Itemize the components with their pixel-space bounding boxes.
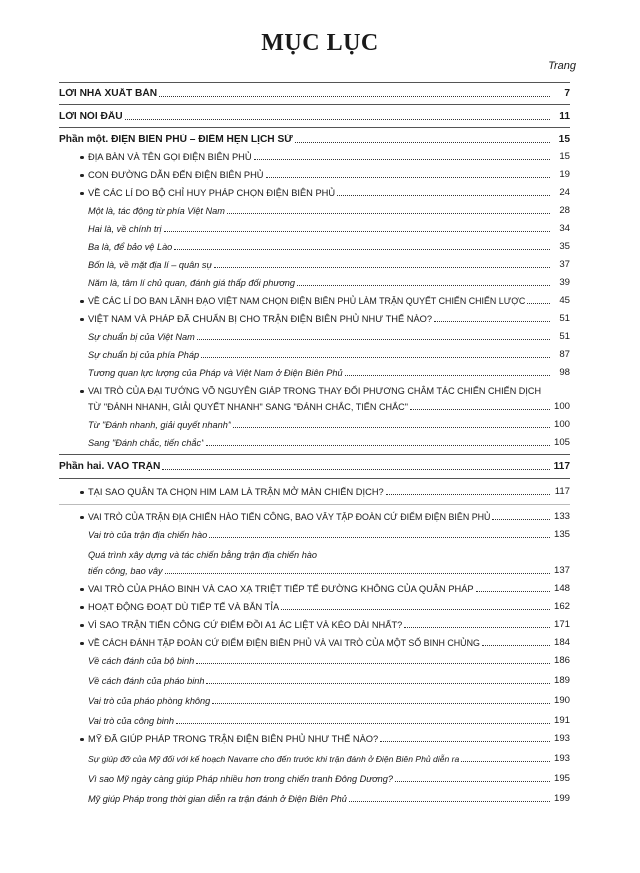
toc-subentry[interactable]: Hai là, về chính trị 34 — [88, 223, 570, 234]
toc-subentry[interactable]: Bốn là, về mặt địa lí – quân sự 37 — [88, 259, 570, 270]
toc-subentry[interactable]: Quá trình xây dựng và tác chiến bằng trận địa chiến hào — [88, 550, 318, 560]
toc-entry[interactable]: MỸ ĐÃ GIÚP PHÁP TRONG TRẬN ĐIỆN BIÊN PHỦ NHƯ THẾ NÀO? 193 — [59, 733, 570, 745]
toc-entry[interactable]: CON ĐƯỜNG DẪN ĐẾN ĐIỆN BIÊN PHỦ 19 — [59, 169, 570, 181]
toc-subentry[interactable]: Mỹ giúp Pháp trong thời gian diễn ra trận đánh ở Điện Biên Phủ 199 — [88, 793, 570, 804]
bullet-icon — [80, 642, 84, 646]
toc-entry-foreword[interactable]: LỜI NÓI ĐẦU 11 — [59, 111, 570, 122]
toc-entry-continued[interactable]: TỪ "ĐÁNH NHANH, GIẢI QUYẾT NHANH" SANG "ĐÁNH CHẮC, TIẾN CHẮC" 100 — [88, 401, 570, 412]
bullet-icon — [80, 624, 84, 628]
toc-entry-part-one[interactable]: Phần một. ĐIỆN BIÊN PHỦ – ĐIỂM HẸN LỊCH SỬ 15 — [59, 134, 570, 145]
toc-subentry[interactable]: Vì sao Mỹ ngày càng giúp Pháp nhiều hơn trong chiến tranh Đông Dương? 195 — [88, 773, 570, 784]
toc-entry[interactable]: VỀ CÁC LÍ DO BỘ CHỈ HUY PHÁP CHỌN ĐIỆN BIÊN PHỦ 24 — [59, 187, 570, 199]
bullet-icon — [80, 606, 84, 610]
toc-entry-part-two[interactable]: Phần hai. VÀO TRẬN 117 — [59, 461, 570, 472]
bullet-icon — [80, 390, 84, 394]
toc-subentry[interactable]: Sự chuẩn bị của Việt Nam 51 — [88, 331, 570, 342]
toc-subentry[interactable]: Tương quan lực lượng của Pháp và Việt Nam ở Điện Biên Phủ 98 — [88, 367, 570, 378]
toc-subentry[interactable]: Vai trò của trận địa chiến hào 135 — [88, 529, 570, 540]
bullet-icon — [80, 318, 84, 322]
toc-subentry[interactable]: Sự chuẩn bị của phía Pháp 87 — [88, 349, 570, 360]
toc-entry[interactable]: VAI TRÒ CỦA TRẬN ĐỊA CHIẾN HÀO TIẾN CÔNG, BAO VÂY TẬP ĐOÀN CỨ ĐIỂM ĐIỆN BIÊN PHỦ 133 — [59, 511, 570, 523]
toc-subentry[interactable]: Một là, tác động từ phía Việt Nam 28 — [88, 205, 570, 216]
bullet-icon — [80, 156, 84, 160]
toc-subentry[interactable]: Vai trò của công binh 191 — [88, 715, 570, 726]
toc-entry[interactable]: VAI TRÒ CỦA ĐẠI TƯỚNG VÕ NGUYÊN GIÁP TRONG THAY ĐỔI PHƯƠNG CHÂM TÁC CHIẾN CHIẾN DỊCH — [59, 385, 570, 397]
toc-entry[interactable]: TẠI SAO QUÂN TA CHỌN HIM LAM LÀ TRẬN MỞ MÀN CHIẾN DỊCH? 117 — [59, 486, 570, 498]
toc-entry[interactable]: HOẠT ĐỘNG ĐOẠT DÙ TIẾP TẾ VÀ BẮN TỈA 162 — [59, 601, 570, 613]
toc-subentry[interactable]: Sự giúp đỡ của Mỹ đối với kế hoạch Navarre cho đến trước khi trận đánh ở Điện Biên Phủ diễn ra 193 — [88, 753, 570, 764]
toc-entry[interactable]: VAI TRÒ CỦA PHÁO BINH VÀ CAO XẠ TRIỆT TIẾP TẾ ĐƯỜNG KHÔNG CỦA QUÂN PHÁP 148 — [59, 583, 570, 595]
toc-subentry[interactable]: Ba là, để bảo vệ Lào 35 — [88, 241, 570, 252]
toc-subentry[interactable]: Về cách đánh của bộ binh 186 — [88, 655, 570, 666]
toc-entry[interactable]: ĐỊA BÀN VÀ TÊN GỌI ĐIỆN BIÊN PHỦ 15 — [59, 151, 570, 163]
page-column-label: Trang — [548, 60, 576, 72]
toc-subentry[interactable]: Năm là, tâm lí chủ quan, đánh giá thấp đối phương 39 — [88, 277, 570, 288]
bullet-icon — [80, 300, 84, 304]
bullet-icon — [80, 174, 84, 178]
bullet-icon — [80, 516, 84, 520]
toc-subentry[interactable]: Về cách đánh của pháo binh 189 — [88, 675, 570, 686]
bullet-icon — [80, 738, 84, 742]
toc-subentry[interactable]: Vai trò của pháo phòng không 190 — [88, 695, 570, 706]
bullet-icon — [80, 192, 84, 196]
toc-entry[interactable]: VỀ CÁC LÍ DO BAN LÃNH ĐẠO VIỆT NAM CHỌN ĐIỆN BIÊN PHỦ LÀM TRẬN QUYẾT CHIẾN CHIẾN LƯỢC 45 — [59, 295, 570, 307]
bullet-icon — [80, 588, 84, 592]
toc-entry[interactable]: VỀ CÁCH ĐÁNH TẬP ĐOÀN CỨ ĐIỂM ĐIỆN BIÊN PHỦ VÀ VAI TRÒ CỦA MỘT SỐ BINH CHỦNG 184 — [59, 637, 570, 649]
table-of-contents — [59, 73, 570, 805]
toc-subentry-continued[interactable]: tiến công, bao vây 137 — [88, 565, 570, 576]
toc-entry[interactable]: VIỆT NAM VÀ PHÁP ĐÃ CHUẨN BỊ CHO TRẬN ĐIỆN BIÊN PHỦ NHƯ THẾ NÀO? 51 — [59, 313, 570, 325]
page-title: MỤC LỤC — [261, 30, 379, 56]
toc-subentry[interactable]: Sang "Đánh chắc, tiến chắc" 105 — [88, 437, 570, 448]
toc-entry[interactable]: VÌ SAO TRẬN TIẾN CÔNG CỨ ĐIỂM ĐỒI A1 ÁC LIỆT VÀ KÉO DÀI NHẤT? 171 — [59, 619, 570, 631]
toc-subentry[interactable]: Từ "Đánh nhanh, giải quyết nhanh" 100 — [88, 419, 570, 430]
bullet-icon — [80, 491, 84, 495]
toc-entry-publisher-note[interactable]: LỜI NHÀ XUẤT BẢN 7 — [59, 88, 570, 99]
